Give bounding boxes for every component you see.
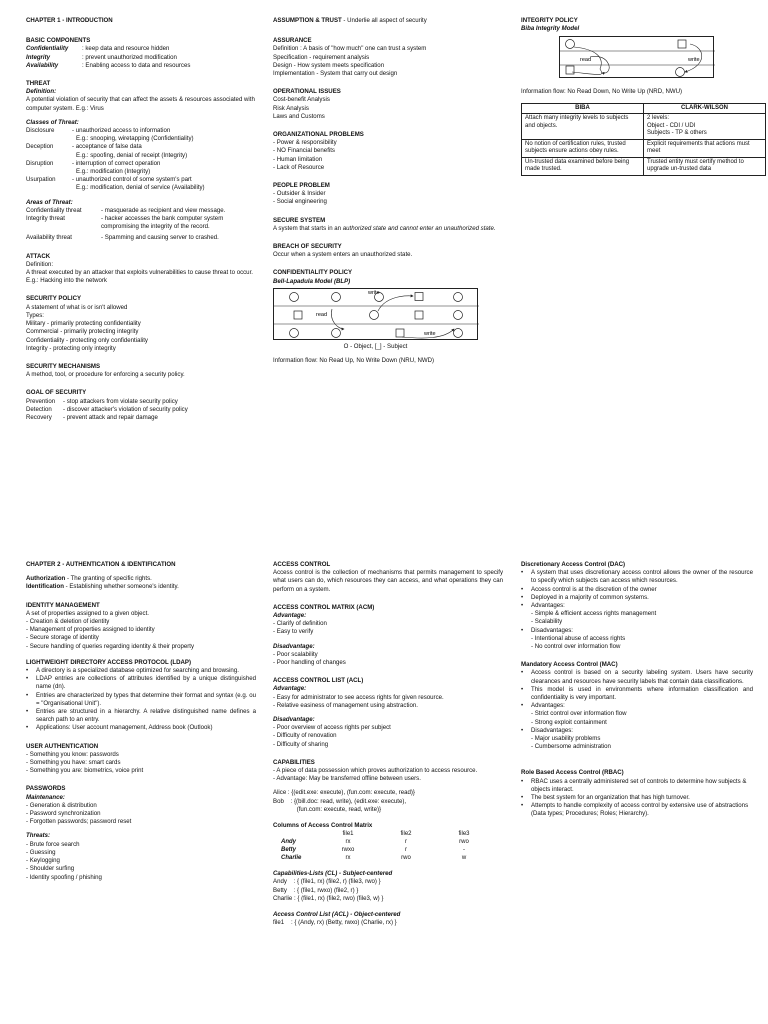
table-row <box>273 846 493 854</box>
area-term: Availability threat <box>26 234 72 242</box>
people-problem-heading: PEOPLE PROBLEM <box>273 182 330 190</box>
policy-line: Types: <box>26 311 44 319</box>
uauth-line: - Something you are: biometrics, voice print <box>26 767 144 775</box>
biba-flow: Information flow: No Read Down, No Write Up (NRD, NWU) <box>521 88 683 96</box>
ch1-column <box>26 17 256 422</box>
acm-disadvantage-label: Disadvantage: <box>273 642 315 650</box>
access-control-text: Access control is the collection of mechanisms that permits management to specify what users can do, which resources they can access, and what operations they can perform on a system. <box>273 569 503 593</box>
matrix-row-header: Betty <box>281 847 297 854</box>
identification-desc: - Establishing whether someone's identity. <box>63 583 179 591</box>
area-desc: - masquerade as recipient and view message. <box>101 206 226 214</box>
acl-heading: ACCESS CONTROL LIST (ACL) <box>273 677 364 685</box>
threat-line: - Keylogging <box>26 857 60 865</box>
subject-square <box>294 311 302 319</box>
maint-line: - Forgotten passwords; password reset <box>26 818 132 826</box>
goal-desc: - stop attackers from violate security policy <box>63 397 178 405</box>
chapter2-title: CHAPTER 2 - AUTHENTICATION & IDENTIFICATION <box>26 561 176 568</box>
class-example: E.g.: modification, denial of service (Availability) <box>76 184 205 192</box>
basic-desc: : Enabling access to data and resources <box>82 61 191 69</box>
object-circle <box>566 40 575 49</box>
biba-clarkwilson-table <box>521 103 766 176</box>
mac-item: Advantages: - Strict control over information flow - Strong exploit containment <box>531 702 627 726</box>
cap-example: Bob : {(bill.doc: read, write), (edit.exe: execute), <box>273 797 407 805</box>
goal-term: Recovery <box>26 413 52 421</box>
acm-adv-line: - Easy to verify <box>273 628 314 636</box>
object-circle <box>370 310 379 319</box>
security-mechanisms-heading: SECURITY MECHANISMS <box>26 362 101 370</box>
areas-list <box>26 207 256 243</box>
rbac-item: RBAC uses a centrally administered set of controls to determine how subjects & objects interact. <box>531 777 747 793</box>
blp-write-label-2: write <box>424 330 436 337</box>
assurance-line: Definition : A basis of "how much" one can trust a system <box>273 45 427 53</box>
matrix-cell: r <box>405 839 407 846</box>
mac-item: This model is used in environments where information classification and confidentiality is very important. <box>531 685 753 702</box>
threat-definition-label: Definition: <box>26 88 57 96</box>
threat-line: - Shoulder surfing <box>26 865 75 873</box>
table-row <box>522 114 766 140</box>
class-term: Disclosure <box>26 127 55 135</box>
assumption-text: - Underlie all aspect of security <box>341 17 427 24</box>
matrix-cell: rwo <box>401 855 411 862</box>
mac-item: Access control is based on a security labeling system. Users have security clearances and resources have security labels that contain data classifications. <box>531 669 753 685</box>
table-row <box>522 157 766 175</box>
bullet: • <box>521 585 524 593</box>
threat-line: - Brute force search <box>26 840 80 848</box>
matrix-col-header: file1 <box>342 831 354 838</box>
biba-diagram-svg <box>560 37 715 79</box>
dac-item: Disadvantages: - Intentional abuse of access rights - No control over information flow <box>531 626 626 651</box>
goal-term: Prevention <box>26 397 56 405</box>
bullet: • <box>521 726 524 734</box>
acl-dis-line: - Difficulty of sharing <box>273 740 329 748</box>
passwords-heading: PASSWORDS <box>26 785 66 793</box>
rbac-item: The best system for an organization that has high turnover. <box>531 794 690 802</box>
acm-advantage-label: Advantage: <box>273 612 307 620</box>
secure-text-italic: authorized state and cannot enter an unauthorized state. <box>342 224 496 232</box>
matrix-cell: rx <box>345 839 351 846</box>
acl-object-heading: Access Control List (ACL) - Object-centered <box>273 911 401 919</box>
area-desc: - hacker accesses the bank computer system compromising the integrity of the record. <box>101 215 224 231</box>
bullet: • <box>26 691 29 699</box>
rbac-item: Attempts to handle complexity of access control by extensive use of abstractions (Data types; Procedures; Roles; Hierarchy). <box>531 802 749 818</box>
bullet: • <box>26 675 29 683</box>
assurance-line: Implementation - System that carry out design <box>273 70 398 78</box>
table-header: CLARK-WILSON <box>644 103 766 114</box>
table-cell: Trusted entity must certify method to upgrade un-trusted data <box>644 157 766 175</box>
ops-line: Laws and Customs <box>273 112 325 120</box>
table-row <box>273 854 493 862</box>
cl-line: Charlie : { (file1, rx) (file2, rwo) (file3, w) } <box>273 894 384 902</box>
organizational-problems-heading: ORGANIZATIONAL PROBLEMS <box>273 131 364 139</box>
rbac-heading: Role Based Access Control (RBAC) <box>521 769 624 777</box>
subject-square <box>678 40 686 48</box>
policy-line: Commercial - primarily protecting integrity <box>26 328 139 336</box>
object-circle <box>454 328 463 337</box>
security-policy-heading: SECURITY POLICY <box>26 295 82 303</box>
authorization-term: Authorization <box>26 575 66 583</box>
table-cell: Attach many integrity levels to subjects and objects. <box>522 114 644 140</box>
class-term: Usurpation <box>26 176 56 184</box>
area-term: Integrity threat <box>26 215 65 223</box>
object-circle <box>290 292 299 301</box>
idm-line: - Management of properties assigned to identity <box>26 626 155 634</box>
blp-caption: O - Object, [_] - Subject <box>343 342 408 350</box>
matrix-cell: rwxo <box>341 847 355 854</box>
idm-line: - Creation & deletion of identity <box>26 618 110 626</box>
basic-components-list <box>26 45 256 70</box>
acl-dis-line: - Difficulty of renovation <box>273 732 337 740</box>
policy-line: Confidentiality - protecting only confidentiality <box>26 336 148 344</box>
bullet: • <box>521 702 524 710</box>
acl-disadvantage-label: Disadvantage: <box>273 716 315 724</box>
ops-line: Risk Analysis <box>273 104 309 112</box>
bullet: • <box>26 667 29 675</box>
blp-diagram-svg <box>274 289 479 341</box>
attack-heading: ATTACK <box>26 252 51 260</box>
table-cell: No notion of certification rules, trusted subjects ensure actions obey rules. <box>522 139 644 157</box>
blp-read-label: read <box>316 311 328 318</box>
chapter1-title: CHAPTER 1 - INTRODUCTION <box>26 17 113 24</box>
mac-heading: Mandatory Access Control (MAC) <box>521 661 618 669</box>
ch2-column-2 <box>273 561 503 928</box>
assurance-heading: ASSURANCE <box>273 37 312 45</box>
cap-line: - A piece of data possession which proves authorization to access resource. <box>273 767 478 775</box>
acl-dis-line: - Poor overview of access rights per subject <box>273 724 391 732</box>
goal-term: Detection <box>26 405 52 413</box>
table-cell: Un-trusted data examined before being made trusted. <box>522 157 644 175</box>
org-line: - Power & responsibility <box>273 139 337 147</box>
bullet: • <box>521 802 524 810</box>
class-desc: - interruption of correct operation <box>72 159 161 167</box>
class-example: E.g.: modification (Integrity) <box>76 168 151 176</box>
assurance-line: Design - How system meets specification <box>273 61 385 69</box>
acl-object-line: file1 : { (Andy, rx) (Betty, rwxo) (Charlie, rx) } <box>273 919 397 927</box>
user-authentication-heading: USER AUTHENTICATION <box>26 742 99 750</box>
matrix-row-header: Charlie <box>281 855 302 862</box>
acm-dis-line: - Poor handling of changes <box>273 659 346 667</box>
acl-adv-line: - Easy for administrator to see access rights for given resource. <box>273 693 444 701</box>
bullet: • <box>521 602 524 610</box>
object-circle <box>676 68 685 77</box>
breach-heading: BREACH OF SECURITY <box>273 243 342 251</box>
ch2-column <box>26 561 256 882</box>
cap-example: Alice : {(edit.exe: execute), (fun.com: execute, read)} <box>273 789 415 797</box>
ldap-item: Entries are structured in a hierarchy. A relative distinguished name defines a search path to an entry. <box>36 708 256 724</box>
classes-list <box>26 127 256 193</box>
matrix-row-header: Andy <box>281 839 296 846</box>
class-term: Disruption <box>26 159 54 167</box>
object-circle <box>290 328 299 337</box>
areas-of-threat-label: Areas of Threat: <box>26 198 73 206</box>
object-circle <box>332 292 341 301</box>
biba-subtitle: Biba Integrity Model <box>521 25 580 33</box>
bullet: • <box>521 593 524 601</box>
cap-line: - Advantage: May be transferred offline between users. <box>273 775 421 783</box>
org-line: - NO Financial benefits <box>273 147 335 155</box>
class-example: E.g.: snooping, wiretapping (Confidentiality) <box>76 135 194 143</box>
class-term: Deception <box>26 143 54 151</box>
idm-line: A set of properties assigned to a given object. <box>26 609 149 617</box>
basic-desc: : keep data and resource hidden <box>82 45 170 53</box>
bullet: • <box>521 626 524 634</box>
goal-desc: - prevent attack and repair damage <box>63 413 158 421</box>
threat-definition: A potential violation of security that can affect the assets & resources associated with computer system. E.g.: Virus <box>26 96 255 112</box>
identification-term: Identification <box>26 583 64 591</box>
policy-line: Integrity - protecting only integrity <box>26 344 116 352</box>
bullet: • <box>26 724 29 732</box>
ldap-item: Applications: User account management, Address book (Outlook) <box>36 724 213 732</box>
table-cell: 2 levels: Object - CDI / UDI Subjects - TP & others <box>644 114 766 140</box>
matrix-col-header: file2 <box>400 831 412 838</box>
ops-line: Cost-benefit Analysis <box>273 96 330 104</box>
dac-item: Access control is at the discretion of the owner <box>531 585 657 593</box>
maint-line: - Generation & distribution <box>26 801 97 809</box>
uauth-line: - Something you know: passwords <box>26 750 119 758</box>
subject-square <box>415 311 423 319</box>
read-down-arrow <box>331 309 344 329</box>
biba-diagram <box>559 36 714 78</box>
acm-heading: ACCESS CONTROL MATRIX (ACM) <box>273 603 375 611</box>
blp-write-label: write <box>368 289 380 296</box>
basic-term: Confidentiality <box>26 45 69 53</box>
secure-text-plain: A system that starts in an <box>273 224 343 232</box>
goal-of-security-heading: GOAL OF SECURITY <box>26 389 87 397</box>
acl-advantage-label: Advantage: <box>273 685 307 693</box>
policy-line: A statement of what is or isn't allowed <box>26 303 128 311</box>
mac-item: Disadvantages: - Major usability problems - Cumbersome administration <box>531 726 611 751</box>
matrix-cell: w <box>461 855 467 862</box>
acm-adv-line: - Clarify of definition <box>273 620 327 628</box>
table-cell: Explicit requirements that actions must meet <box>644 139 766 157</box>
subject-square <box>566 66 574 74</box>
maint-line: - Password synchronization <box>26 810 101 818</box>
cl-line: Betty : { (file1, rwxo) (file2, r) } <box>273 886 359 894</box>
org-line: - Human limitation <box>273 155 323 163</box>
authorization-desc: - The granting of specific rights. <box>65 575 152 583</box>
classes-of-threat-label: Classes of Threat: <box>26 118 79 126</box>
class-desc: - acceptance of false data <box>72 143 142 151</box>
subject-square <box>415 292 423 300</box>
bullet: • <box>26 708 29 716</box>
breach-text: Occur when a system enters an unauthorized state. <box>273 251 413 259</box>
blp-flow: Information flow: No Read Up, No Write Down (NRU, NWD) <box>273 357 435 365</box>
dac-item: Deployed in a majority of common systems. <box>531 593 649 601</box>
dac-heading: Discretionary Access Control (DAC) <box>521 561 626 568</box>
threat-line: - Guessing <box>26 848 56 856</box>
cl-line: Andy : { (file1, rx) (file2, r) (file3, rwo) } <box>273 878 381 886</box>
threat-line: - Identity spoofing / phishing <box>26 873 102 881</box>
basic-term: Availability <box>26 61 59 69</box>
dac-item: A system that uses discretionary access control allows the owner of the resource to specify which subjects can access which resources. <box>531 569 753 585</box>
subject-square <box>396 329 404 337</box>
goal-desc: - discover attacker's violation of security policy <box>63 405 188 413</box>
matrix-heading: Columns of Access Control Matrix <box>273 822 373 830</box>
ldap-heading: LIGHTWEIGHT DIRECTORY ACCESS PROTOCOL (LDAP) <box>26 658 191 666</box>
attack-definition-label: Definition: <box>26 260 54 268</box>
bullet: • <box>521 569 524 577</box>
idm-line: - Secure storage of identity <box>26 634 99 642</box>
org-line: - Lack of Resource <box>273 163 325 171</box>
integrity-policy-heading: INTEGRITY POLICY <box>521 17 578 24</box>
policy-line: Military - primarily protecting confidentiality <box>26 320 141 328</box>
matrix-cell: rx <box>345 855 351 862</box>
basic-term: Integrity <box>26 53 51 61</box>
bullet: • <box>521 669 524 677</box>
object-circle <box>454 310 463 319</box>
cap-example: (fun.com: execute, read, write)} <box>273 805 382 813</box>
ldap-item: LDAP entries are collections of attributes identified by a unique distinguished name (dn). <box>36 675 256 691</box>
ch2-column-3 <box>521 561 753 819</box>
ldap-item: Entries are characterized by types that determine their format and syntax (e.g. ou = "Organisational Unit"). <box>36 691 256 707</box>
object-circle <box>454 292 463 301</box>
bullet: • <box>521 685 524 693</box>
access-matrix <box>273 830 493 862</box>
assurance-line: Specification - requirement analysis <box>273 53 370 61</box>
ch1-column-3 <box>521 17 756 176</box>
area-desc: - Spamming and causing server to crashed. <box>101 234 219 242</box>
table-row <box>273 838 493 846</box>
capabilities-heading: CAPABILITIES <box>273 758 315 766</box>
maintenance-label: Maintenance: <box>26 793 65 801</box>
mechanisms-text: A method, tool, or procedure for enforcing a security policy. <box>26 371 185 379</box>
threats-label: Threats: <box>26 832 51 840</box>
people-line: - Outsider & Insider <box>273 190 326 198</box>
basic-components-heading: BASIC COMPONENTS <box>26 37 91 45</box>
matrix-cell: r <box>405 847 407 854</box>
blp-subtitle: Bell-Lapadula Model (BLP) <box>273 277 351 285</box>
secure-system-text <box>273 225 503 233</box>
people-line: - Social engineering <box>273 198 327 206</box>
matrix-cell: rwo <box>459 839 469 846</box>
cl-heading: Capabilities-Lists (CL) - Subject-centered <box>273 870 393 878</box>
confidentiality-policy-heading: CONFIDENTIALITY POLICY <box>273 269 353 277</box>
acm-dis-line: - Poor scalability <box>273 650 318 658</box>
threat-heading: THREAT <box>26 80 51 88</box>
idm-line: - Secure handling of queries regarding identity & their property <box>26 642 195 650</box>
object-circle <box>332 328 341 337</box>
class-desc: - unauthorized access to information <box>72 127 171 135</box>
basic-desc: : prevent unauthorized modification <box>82 53 177 61</box>
operational-issues-heading: OPERATIONAL ISSUES <box>273 88 341 96</box>
dac-item: Advantages: - Simple & efficient access rights management - Scalability <box>531 602 657 626</box>
bullet: • <box>521 777 524 785</box>
biba-write-label: write <box>688 57 700 64</box>
table-row <box>522 139 766 157</box>
matrix-col-header: file3 <box>458 831 470 838</box>
matrix-cell: - <box>463 847 465 854</box>
assumption-heading: ASSUMPTION & TRUST <box>273 17 342 24</box>
access-control-heading: ACCESS CONTROL <box>273 561 331 568</box>
area-term: Confidentiality threat <box>26 206 82 214</box>
class-desc: - unauthorized control of some system's part <box>72 176 192 184</box>
biba-read-label: read <box>580 57 592 64</box>
table-header: BIBA <box>522 103 644 114</box>
ldap-item: A directory is a specialized database optimized for searching and browsing. <box>36 667 239 675</box>
ch1-column-2 <box>273 17 503 365</box>
acl-adv-line: - Relative easiness of management using abstraction. <box>273 701 418 709</box>
bullet: • <box>521 794 524 802</box>
attack-definition: A threat executed by an attacker that exploits vulnerabilities to cause threat to occur. E.g.: Hacking into the network <box>26 269 253 285</box>
secure-system-heading: SECURE SYSTEM <box>273 216 326 224</box>
class-example: E.g.: spoofing, denial of receipt (Integrity) <box>76 151 188 159</box>
uauth-line: - Something you have: smart cards <box>26 759 121 767</box>
identity-management-heading: IDENTITY MANAGEMENT <box>26 601 100 609</box>
blp-diagram <box>273 288 478 340</box>
